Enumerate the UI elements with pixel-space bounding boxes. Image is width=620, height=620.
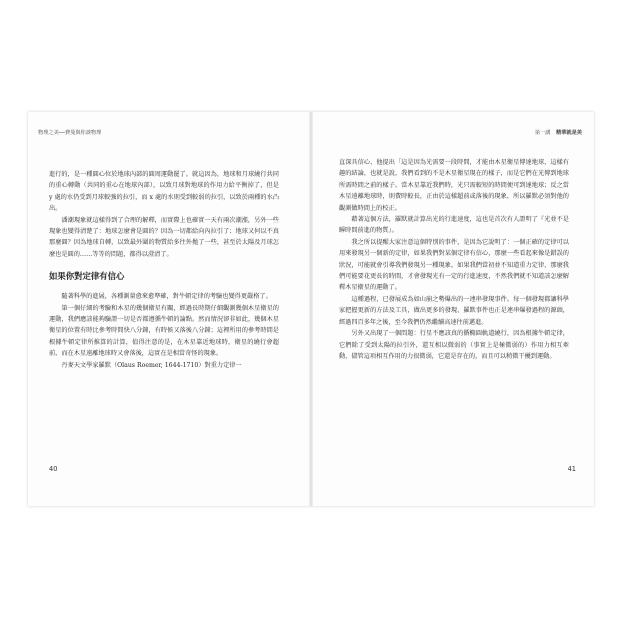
running-head-right [535, 129, 582, 136]
running-head-chapter: 第一講 [534, 130, 551, 136]
paragraph: 另外又出現了一個問題：行星不應該真的循橢圓軌道繞行，因為根據牛頓定律，它們除了受到太陽的拉引外，還互相以微弱的（事實上是極微弱的）作用力相互牽動，儘管這項相互作用的力很微弱，它還是存在的，而且可以稍微干擾到運動。 [339, 330, 569, 360]
paragraph: 第一個仔細的考驗和木星的幾個衛星有關，經過長時期仔細觀測幾個木星衛星的運動，我們應該能夠驗證一切是否都遵循牛頓的論點。然而情況卻非如此，幾個木星衛星的位置有時比參考時間快八分鐘，有時候又落後八分鐘；這裡所用的參考時間是根據牛頓定律所推算的計算，值得注意的是，在木星靠近地球時，衛星的繞行會超前，而在木星遠離地球時又會落後，這實在是相當奇怪的現象。 [49, 304, 279, 358]
right-page [313, 112, 594, 506]
running-head-left: 物理之美──費曼與你談物理 [38, 130, 102, 136]
paragraph: 我之所以提醒大家注意這個特別的事件，是因為它說明了：一個正確的定律可以用來發現另一個新的定律，如果我們對某個定律有信心，那麼一些看起來像是錯誤的狀況，可能就會引導我們發現另一種現象。如果我們當初並不知道重力定律，那麼我們可能要花更長的時間，才會發現光有一定的行進速度，不然我們就不知道該怎麼解釋木星衛星的運動了。 [339, 238, 569, 292]
paragraph: 潘潮現象就這樣得到了合理的解釋，而實際上也確實一天有兩次潮漲，另外一些現象也變得清楚了：地球怎麼會是圓的？因為一切都給向內拉引了；地球又何以不真那麼圓？因為地球自轉，以致最外圍的物質給多往外拋了一些，甚至於太陽及月球怎麼也是圓的……等等的問題，都得以澄清了。 [49, 216, 279, 258]
paragraph: 隨著科學的進展，各種測量愈來愈準確，對牛頓定律的考驗也變得更嚴格了。 [61, 293, 272, 301]
section-heading: 如果你對定律有信心 [49, 271, 125, 282]
right-page-body [339, 157, 569, 362]
page-number-left: 40 [49, 465, 58, 473]
paragraph: 直深具信心，他提出「這是因為光需要一段時間，才能由木星衛星傳達地球，這樣有趣的結論，也就是說，我們看到的不是木星衛星現在的樣子，而是它們在光傳到地球所需時間之前的樣子。當木星靠近我們時，光只需較短的時間便可到達地球；反之當木星遠離地球時，則費時較長，正由於這樣超前或落後的現象，所以羅默必須對他的觀測做時間上的校正。 [339, 159, 569, 212]
page-number-right: 41 [567, 465, 576, 473]
paragraph: 這種過程，已發展成為如山崩之勢爆出的一連串發現事件。每一個發現都讓科學家把握更新的方法及工具，做出更多的發現，羅默事件也正是連串爆發過程的源頭，經過四百多年之後，至今我們仍然繼續高速往前邁進。 [339, 295, 569, 326]
paragraph: 藉著這個方法，羅默就計算出光的行進速度，這也是首次有人證明了『光並不是瞬時間前進的物質』。 [339, 216, 569, 235]
book-spread [28, 112, 594, 506]
left-page [28, 112, 309, 506]
paragraph: 丹麥天文學家羅默（Olaus Roemer, 1644-1710）對重力定律一 [61, 361, 242, 369]
paragraph: 進行的，是一種圓心位於地球內部的圓周運動罷了。就這因為，地球和月球繞行共同的重心轉動（共同的重心在地球內部），以致月球對地球的作用力給平衡掉了，但是 y 處的水仍受到月球較強的拉引，而 x 處的水則受到較弱的拉引，以致於兩種的水凸出。 [49, 171, 279, 213]
left-page-body [49, 169, 279, 371]
running-head-title: 精華就是美 [556, 130, 582, 136]
